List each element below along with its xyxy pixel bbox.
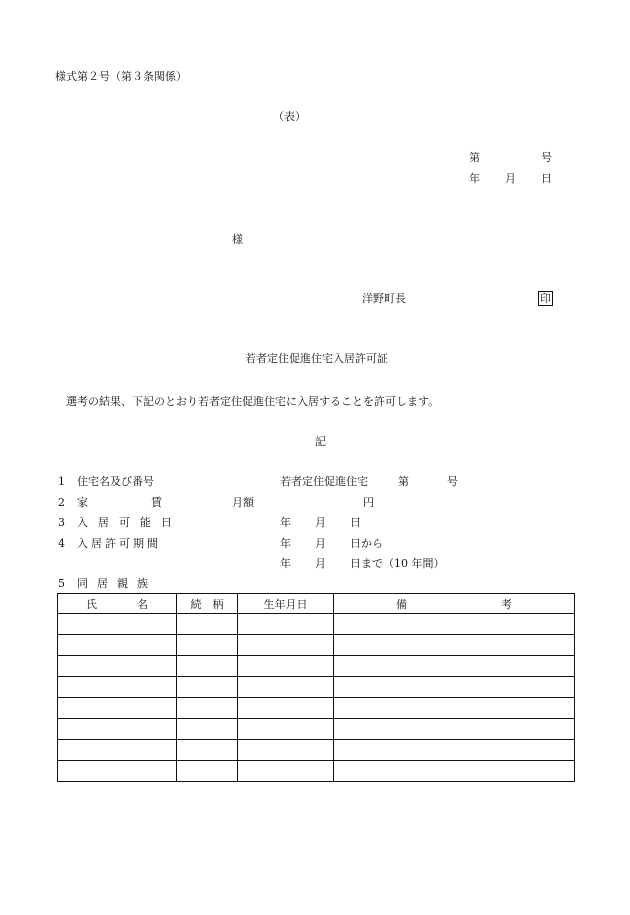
- table-cell: [58, 614, 177, 635]
- item-4-label: 入居許可期間: [77, 537, 161, 550]
- addressee-suffix: 様: [232, 233, 243, 246]
- issuer-name: 洋野町長: [362, 292, 406, 305]
- table-cell: [238, 698, 334, 719]
- table-cell: [177, 614, 238, 635]
- item-1-number: 1: [58, 475, 65, 488]
- table-row: [58, 614, 575, 635]
- table-cell: [334, 740, 575, 761]
- table-cell: [177, 740, 238, 761]
- item-3-hi: 日: [350, 516, 361, 529]
- table-cell: [177, 635, 238, 656]
- item-5-number: 5: [58, 577, 65, 590]
- item-3-nen: 年: [280, 516, 291, 529]
- number-dai: 第: [469, 151, 480, 164]
- table-row: [58, 677, 575, 698]
- item-4-tsuki: 月: [315, 537, 326, 550]
- date-nen: 年: [469, 172, 480, 185]
- item-1-value: 若者定住促進住宅: [280, 475, 368, 488]
- table-row: [58, 698, 575, 719]
- table-cell: [58, 761, 177, 782]
- item-4-tsuki2: 月: [315, 557, 326, 570]
- table-cell: [238, 635, 334, 656]
- item-4-number: 4: [58, 537, 65, 550]
- table-row: [58, 740, 575, 761]
- item-4-nen: 年: [280, 537, 291, 550]
- item-2-label-b: 賃: [151, 496, 162, 509]
- table-cell: [238, 761, 334, 782]
- table-row: [58, 719, 575, 740]
- table-cell: [334, 656, 575, 677]
- table-header-row: [58, 594, 575, 614]
- table-cell: [238, 740, 334, 761]
- item-2-yen: 円: [363, 496, 374, 509]
- table-cell: [238, 656, 334, 677]
- family-table: [57, 593, 575, 782]
- table-cell: [334, 635, 575, 656]
- seal-mark: 印: [540, 292, 551, 305]
- table-cell: [177, 719, 238, 740]
- header-name: 氏 名: [58, 594, 177, 614]
- header-birthdate: 生年月日: [238, 594, 334, 614]
- table-cell: [177, 698, 238, 719]
- table-cell: [334, 719, 575, 740]
- table-cell: [58, 635, 177, 656]
- side-label: （表）: [273, 110, 306, 123]
- item-4-nen2: 年: [280, 557, 291, 570]
- table-cell: [58, 677, 177, 698]
- table-cell: [334, 698, 575, 719]
- table-cell: [334, 677, 575, 698]
- item-3-number: 3: [58, 516, 65, 529]
- table-cell: [334, 761, 575, 782]
- table-cell: [58, 740, 177, 761]
- table-row: [58, 635, 575, 656]
- table-cell: [58, 656, 177, 677]
- form-reference: 様式第２号（第３条関係）: [55, 70, 187, 83]
- item-5-label: 同居親族: [77, 577, 157, 590]
- header-remarks: 備 考: [334, 594, 575, 614]
- table-cell: [238, 614, 334, 635]
- document-title: 若者定住促進住宅入居許可証: [245, 352, 388, 365]
- table-cell: [238, 719, 334, 740]
- item-2-label-a: 家: [77, 496, 88, 509]
- table-cell: [177, 677, 238, 698]
- item-3-label: 入居可能日: [77, 516, 182, 529]
- table-row: [58, 656, 575, 677]
- date-tsuki: 月: [505, 172, 516, 185]
- table-row: [58, 761, 575, 782]
- body-text: 選考の結果、下記のとおり若者定住促進住宅に入居することを許可します。: [66, 395, 440, 408]
- table-cell: [58, 698, 177, 719]
- table-cell: [177, 761, 238, 782]
- table-cell: [238, 677, 334, 698]
- table-cell: [58, 719, 177, 740]
- item-1-dai: 第: [398, 475, 409, 488]
- date-hi: 日: [541, 172, 552, 185]
- item-1-go: 号: [447, 475, 458, 488]
- table-cell: [334, 614, 575, 635]
- item-4-from: 日から: [350, 537, 383, 550]
- header-relation: 続 柄: [177, 594, 238, 614]
- item-1-label: 住宅名及び番号: [77, 475, 154, 488]
- ki-heading: 記: [315, 435, 326, 448]
- item-3-tsuki: 月: [315, 516, 326, 529]
- item-4-until: 日まで（10 年間）: [350, 557, 445, 570]
- item-2-number: 2: [58, 496, 65, 509]
- number-go: 号: [541, 151, 552, 164]
- table-cell: [177, 656, 238, 677]
- item-2-monthly: 月額: [232, 496, 254, 509]
